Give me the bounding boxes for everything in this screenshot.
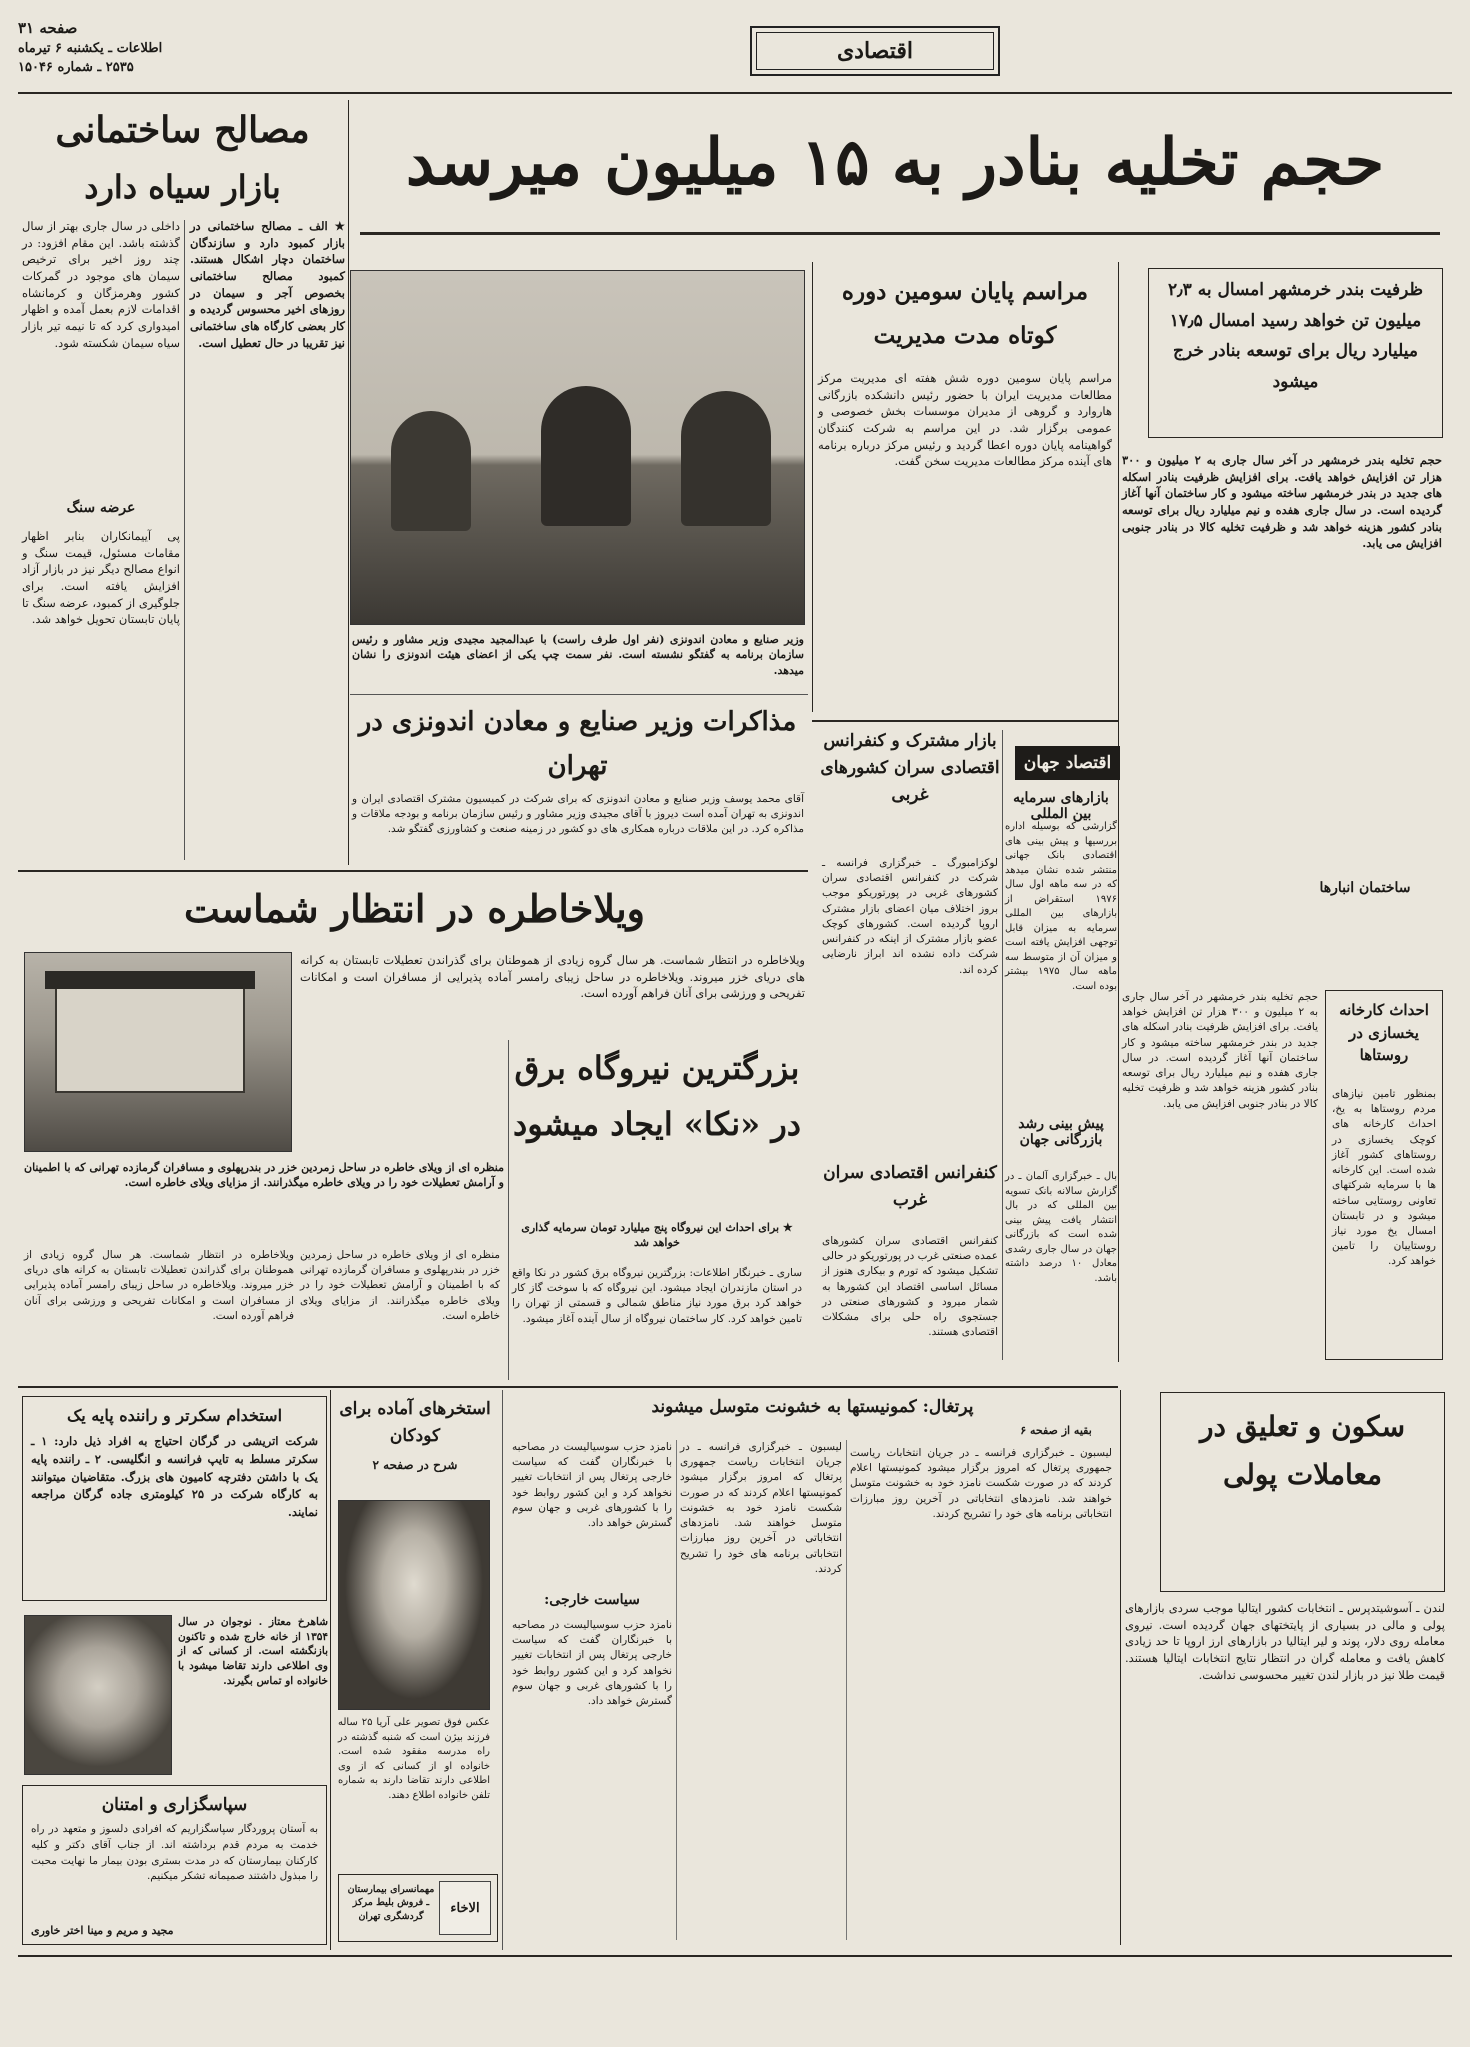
thanks-box — [22, 1785, 327, 1945]
harbor-sub-label: ساختمان انبارها — [1319, 880, 1411, 896]
stagnation-headline: سکون و تعلیق در معاملات پولی — [1199, 1410, 1406, 1491]
harbor-extra-col: حجم تخلیه بندر خرمشهر در آخر سال جاری به ۲ میلیون و ۳۰۰ هزار تن افزایش خواهد یافت. برای افزایش ظرفیت بنادر اسکله های جدید در بندر خرمشهر ساخته میشود و کار ساختمان آنها آغاز گردیده است. در سال جاری هفده و نیم میلیارد ریال برای توسعه بنادر کشور هزینه خواهد شد و ظرفیت تخلیه کالا در بنادر جنوبی افزایش می یابد. — [1122, 991, 1319, 1110]
masthead-info — [18, 18, 178, 82]
harbor-rule — [1118, 262, 1119, 1362]
ministers-photo — [350, 270, 805, 625]
top-rule — [18, 92, 1452, 94]
issue-line: ۲۵۳۵ ـ شماره ۱۵۰۴۶ — [18, 59, 134, 75]
factory-box — [1325, 990, 1443, 1360]
jobs-headline: استخدام سکرتر و راننده پایه یک — [66, 1406, 283, 1425]
materials-col3-text: پی آییمانکاران بنابر اظهار مقامات مسئول، قیمت سنگ و انواع مصالح دیگر نیز در بازار آزاد افزایش یافته است. برای جلوگیری از کمبود، عرضه سنگ تا پایان تابستان تحویل خواهد شد. — [22, 529, 180, 627]
world-section-label: اقتصاد جهان — [1015, 746, 1120, 780]
portugal-body-col2: نامزد حزب سوسیالیست در مصاحبه با خبرنگاران گفت که سیاست خارجی پرتغال پس از انتخابات تغییر نخواهد کرد و این کشور روابط خود را با کشورهای غربی و جهان سوم گسترش خواهد داد. — [512, 1441, 672, 1530]
plant-headline: بزرگترین نیروگاه برق در «نکا» ایجاد میشود — [512, 1049, 802, 1143]
world-body-1: گزارشی که بوسیله اداره بررسیها و پیش بینی های اقتصادی بانک جهانی منتشر شده نشان میدهد که در سه ماهه اول سال ۱۹۷۶ استقراض از بازارهای بین المللی سرمایه به میزان قابل توجهی افزایش یافته است و میزان آن از متوسط سه ماهه سال ۱۹۷۵ بیشتر بوده است. — [1005, 821, 1118, 992]
market-sub-body: کنفرانس اقتصادی سران کشورهای عمده صنعتی غرب در پورتوریکو در حالی تشکیل میشود که تورم و بیکاری هنوز از مسائل اساسی اقتصاد این کشورها به شمار میرود و کشورهای صنعتی در جستجوی راه حلی برای مشکلات اقتصادی هستند. — [822, 1235, 998, 1339]
portugal-sub-label: سیاست خارجی: — [544, 1592, 640, 1608]
page-number: صفحه ۳۱ — [18, 19, 78, 37]
portugal-rule-2 — [846, 1440, 847, 1940]
world-headline-1: بازارهای سرمایه بین المللی — [1013, 790, 1109, 822]
mgmt-body: مراسم پایان سومین دوره شش هفته ای مدیریت مرکز مطالعات مدیریت ایران با حضور رئیس دانشکده بازرگانی هاروارد و گروهی از مدیران موسسات بخش خصوصی و عمومی برگزار شد. در این مراسم به شرکت کنندگان گواهینامه پایان دوره اعطا گردید و رئیس مرکز درباره برنامه های آینده مرکز مطالعات مدیریت سخن گفت. — [818, 371, 1112, 469]
harbor-body: حجم تخلیه بندر خرمشهر در آخر سال جاری به ۲ میلیون و ۳۰۰ هزار تن افزایش خواهد یافت. برای افزایش ظرفیت بنادر اسکله های جدید در بندر خرمشهر ساخته میشود و کار ساختمان آنها آغاز گردیده است. در سال جاری هفده و نیم میلیارد ریال برای توسعه بنادر کشور هزینه خواهد شد و ظرفیت تخلیه کالا در بنادر جنوبی افزایش می یابد. — [1122, 453, 1442, 551]
harbor-box — [1148, 268, 1443, 438]
ad-logo: الاخاء — [439, 1881, 491, 1935]
plant-rule — [508, 1040, 509, 1380]
villa-roof — [45, 971, 255, 989]
stagnation-body: لندن ـ آسوشیتدپرس ـ انتخابات کشور ایتالیا موجب سردی بازارهای پولی و مالی در بسیاری از پایتختهای جهان گردیده است. نیروی معامله روی دلار، پوند و لیر ایتالیا در بازارهای ارز اروپا تا حد زیادی کاهش یافت و معامله گران در انتظار نتایج انتخابات ایتالیا هستند. قیمت طلا نیز در بازار لندن تغییر محسوسی نداشت. — [1125, 1601, 1445, 1682]
materials-lead-text: ★ الف ـ مصالح ساختمانی در بازار کمبود دارد و سازندگان ساختمان دچار اشکال هستند. کمبود مصالح ساختمانی بخصوص آجر و سیمان در روزهای اخیر محسوس گردیده و کار بعضی کارگاه های ساختمانی نیز تقریبا در حال تعطیل است. — [190, 219, 345, 350]
mgmt-headline: مراسم پایان سومین دوره کوتاه مدت مدیریت — [841, 278, 1089, 349]
market-sub-headline: کنفرانس اقتصادی سران غرب — [823, 1163, 997, 1211]
thanks-body: به آستان پروردگار سپاسگزاریم که افرادی دلسوز و متعهد در راه خدمت به مردم قدم برداشته اند. از جناب آقای دکتر و کلیه کارکنان بیمارستان که در مدت بستری بودن بیمار ما نهایت محبت را مبذول داشتند صمیمانه تشکر میکنیم. — [31, 1823, 318, 1883]
materials-section-label: عرضه سنگ — [66, 500, 136, 516]
factory-headline: احداث کارخانه یخسازی در روستاها — [1339, 1001, 1429, 1064]
villa-building — [55, 983, 245, 1093]
talks-headline: مذاکرات وزیر صنایع و معادن اندونزی در تهران — [358, 707, 797, 781]
market-headline: بازار مشترک و کنفرانس اقتصادی سران کشورهای غربی — [820, 731, 1000, 806]
pools-subhead: شرح در صفحه ۲ — [372, 1458, 458, 1472]
plant-body: ساری ـ خبرنگار اطلاعات: بزرگترین نیروگاه برق کشور در نکا واقع در استان مازندران ایجاد میشود. این نیروگاه که با سوخت گاز کار خواهد کرد برق مورد نیاز مناطق شمالی و قسمتی از تهران را تامین خواهد کرد. کار ساختمان نیروگاه از سال آینده آغاز میشود. — [512, 1267, 802, 1325]
villa-body: ویلاخاطره در انتظار شماست. هر سال گروه زیادی از هموطنان برای گذراندن تعطیلات تابستان به کرانه های دریای خزر میروند. ویلاخاطره در ساحل زیبای رامسر آماده پذیرایی از مسافران است و امکانات تفریحی و ورزشی برای آنان فراهم آورده است. — [300, 953, 805, 1001]
mgmt-rule — [812, 262, 813, 712]
portrait-photo — [338, 1500, 490, 1710]
thanks-signature: مجید و مریم و مینا اختر خاوری — [31, 1924, 174, 1937]
pools-headline: استخرهای آماده برای کودکان — [339, 1399, 491, 1447]
world-body-2: بال ـ خبرگزاری آلمان ـ در گزارش سالانه بانک تسویه بین المللی که در بال انتشار یافت پیش بینی شده است که بازرگانی جهان در سال جاری رشدی معادل ۱۰ درصد داشته باشد. — [1005, 1171, 1118, 1284]
mid-rule — [18, 1386, 1118, 1388]
col-rule-2 — [348, 100, 349, 865]
girl-photo — [24, 1615, 172, 1775]
villa-body-3: منظره ای از ویلای خاطره در ساحل زمردین خزر در بندرپهلوی و مسافران گرمازده تهرانی که با اطمینان و آرامش تعطیلات خود را در ویلای خاطره میگذرانند. از مزایای ویلای خاطره است. — [300, 1249, 500, 1322]
missing-caption: شاهرخ معتاز . نوجوان در سال ۱۳۵۴ از خانه خارج شده و تاکنون بازنگشته است. از کسانی که از وی اطلاعی دارند تقاضا میشود با خانواده او تماس بگیرند. — [178, 1616, 328, 1687]
factory-body: بمنظور تامین نیازهای مردم روستاها به یخ، احداث کارخانه های کوچک یخسازی در روستاهای کشور آغاز شده است. این کارخانه ها با سرمایه شرکتهای تعاونی روستایی ساخته میشود و در تابستان امسال یخ مورد نیاز روستاییان را تامین خواهد کرد. — [1332, 1088, 1436, 1268]
portugal-body: لیسبون ـ خبرگزاری فرانسه ـ در جریان انتخابات ریاست جمهوری پرتغال که امروز برگزار میشود کمونیستها اعلام کردند که در صورت شکست نامزد خود به خشونت متوسل خواهند شد. نامزدهای انتخاباتی در آخرین روز مبارزات انتخاباتی برنامه های خود را تشریح کردند. — [850, 1447, 1112, 1520]
market-rule — [1002, 730, 1003, 1360]
stagnation-box — [1160, 1392, 1445, 1592]
talks-body: آقای محمد یوسف وزیر صنایع و معادن اندونزی که برای شرکت در کمیسیون مشترک اقتصادی ایران و اندونزی به تهران آمده است دیروز با آقای مجیدی وزیر مشاور و رئیس سازمان برنامه و بودجه ملاقات و مذاکره کرد. در این ملاقات درباره همکاری های دو کشور در زمینه صنعت و کشاورزی گفتگو شد. — [352, 793, 804, 836]
portugal-rule-1 — [676, 1440, 677, 1940]
person-3 — [681, 391, 771, 526]
pools-body: عکس فوق تصویر علی آریا ۲۵ ساله فرزند بیژن است که شنبه گذشته در راه مدرسه مفقود شده است. خانواده او از کسانی که از وی اطلاعی دارند تقاضا دارند به شماره تلفن خانواده اطلاع دهند. — [338, 1717, 490, 1801]
date-line: اطلاعات ـ یکشنبه ۶ تیرماه — [18, 40, 163, 56]
ad-body: مهمانسرای بیمارستان ـ فروش بلیط مرکز گردشگری تهران — [347, 1884, 435, 1922]
jobs-body: شرکت اتریشی در گرگان احتیاج به افراد ذیل دارد: ۱ ـ سکرتر مسلط به تایپ فرانسه و انگلیسی. ۲ ـ راننده پایه یک با داشتن دفترچه کامیون های بزرگ. متقاضیان میتوانند به کارگاه شرکت در ۲۵ کیلومتری جاده گرگان مراجعه نمایند. — [31, 1434, 319, 1520]
portugal-body-col3: نامزد حزب سوسیالیست در مصاحبه با خبرنگاران گفت که سیاست خارجی پرتغال پس از انتخابات تغییر نخواهد کرد و این کشور روابط خود را با کشورهای غربی و جهان سوم گسترش خواهد داد. — [512, 1619, 672, 1708]
market-body: لوکزامبورگ ـ خبرگزاری فرانسه ـ شرکت در کنفرانس اقتصادی سران کشورهای غربی در پورتوریکو موجب بروز اختلاف میان اعضای بازار مشترک اروپا گردیده است. کشورهای کوچک عضو بازار مشترک از اینکه در کنفرانس شرکت داده نشده اند ابراز نارضایی کرده اند. — [822, 857, 998, 976]
portugal-ref: بقیه از صفحه ۶ — [1020, 1424, 1092, 1437]
lead-headline: حجم تخلیه بنادر به ۱۵ میلیون میرسد — [405, 125, 1385, 200]
ad-box — [338, 1874, 498, 1942]
materials-subhead: بازار سیاه دارد — [84, 168, 281, 206]
plant-intro: ★ برای احداث این نیروگاه پنج میلیارد تومان سرمایه گذاری خواهد شد — [521, 1221, 793, 1250]
villa-caption: منظره ای از ویلای خاطره در ساحل زمردین خزر در بندرپهلوی و مسافران گرمازده تهرانی که با اطمینان و آرامش تعطیلات خود را در ویلای خاطره میگذرانند. از مزایای ویلای خاطره است. — [24, 1161, 504, 1190]
portugal-headline: پرتغال: کمونیستها به خشونت متوسل میشوند — [651, 1397, 974, 1417]
materials-col2-text: داخلی در سال جاری بهتر از سال گذشته باشد. این مقام افزود: در چند روز اخیر برای ترخیص سیمان های موجود در گمرکات کشور وهرمزگان و کرمانشاه اقدامات لازم بعمل آمده و اظهار امیدواری کرد که تا نیمه تیر بازار سیاه سیمان شکسته شود. — [22, 219, 180, 350]
photo-rule — [350, 694, 808, 695]
materials-headline: مصالح ساختمانی — [55, 109, 310, 151]
market-rule-top — [812, 720, 1118, 722]
portugal-body-col4: لیسبون ـ خبرگزاری فرانسه ـ در جریان انتخابات ریاست جمهوری پرتغال که امروز برگزار میشود کمونیستها اعلام کردند که در صورت شکست نامزد خود به خشونت متوسل خواهند شد. نامزدهای انتخاباتی در آخرین روز مبارزات انتخاباتی برنامه های خود را تشریح کردند. — [680, 1441, 842, 1575]
person-2 — [541, 386, 631, 526]
col-rule-1 — [184, 220, 185, 860]
section-box — [750, 26, 1000, 76]
stagnation-rule — [1120, 1390, 1121, 1945]
villa-rule — [18, 870, 808, 872]
bottom-rule — [18, 1955, 1452, 1957]
jobs-box — [22, 1396, 327, 1601]
villa-photo — [24, 952, 292, 1152]
photo-caption: وزیر صنایع و معادن اندونزی (نفر اول طرف راست) با عبدالمجید مجیدی وزیر مشاور و رئیس سازمان برنامه به گفتگو نشسته است. نفر سمت چپ یکی از اعضای هیئت اندونزی را نشان میدهد. — [352, 633, 804, 677]
villa-headline: ویلاخاطره در انتظار شماست — [184, 886, 645, 931]
person-1 — [391, 411, 471, 531]
world-headline-2: پیش بینی رشد بازرگانی جهان — [1018, 1116, 1104, 1148]
section-label: اقتصادی — [756, 32, 994, 70]
lead-rule — [360, 232, 1440, 235]
pools-rule-2 — [502, 1390, 503, 1950]
pools-rule — [330, 1390, 331, 1950]
thanks-headline: سپاسگزاری و امتنان — [101, 1795, 248, 1815]
villa-body-2: ویلاخاطره در انتظار شماست. هر سال گروه زیادی از هموطنان برای گذراندن تعطیلات تابستان به کرانه های دریای خزر میروند. ویلاخاطره در ساحل زیبای رامسر آماده پذیرایی از مسافران است و امکانات تفریحی و ورزشی برای آنان فراهم آورده است. — [24, 1249, 294, 1322]
harbor-headline: ظرفیت بندر خرمشهر امسال به ۲٫۳ میلیون تن خواهد رسید امسال ۱۷٫۵ میلیارد ریال برای توسعه بنادر خرج میشود — [1168, 280, 1423, 392]
